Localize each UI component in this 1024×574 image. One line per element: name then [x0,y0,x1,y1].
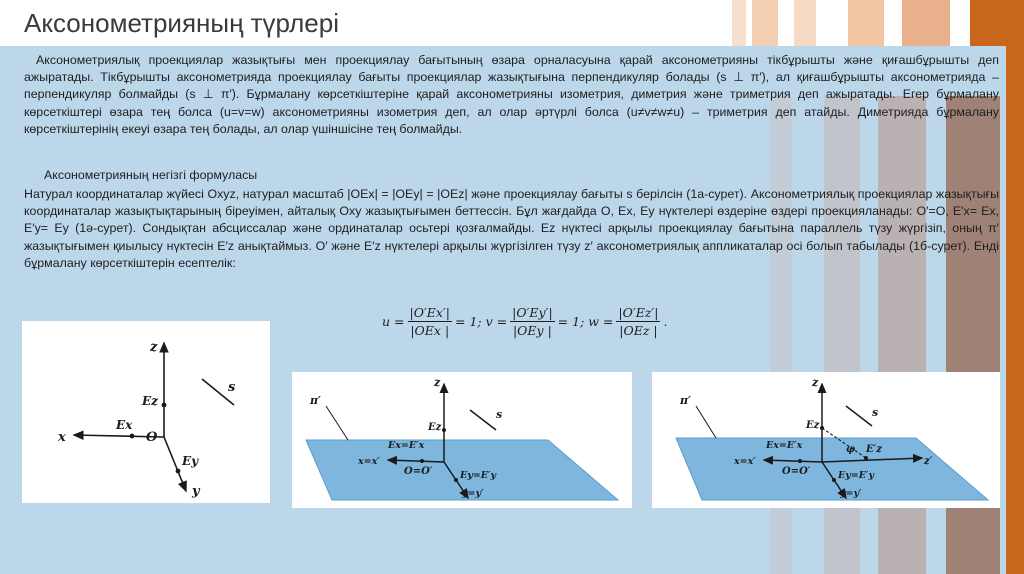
fraction-v [510,305,555,338]
point-ey [176,469,181,474]
label-ex: Ex [116,418,133,432]
formulas-paragraph: Натурал координаталар жүйесі Oxyz, натурал масштаб |OEx| = |OEy| = |OEz| және проекциялау бағыты s берілсін (1а-сурет). Аксонометриялық проекциялар жазықтығы координаталар жазықтықтарының біреуімен, айталық Oxy жазықтығымен беттессін. Бұл жағдайда O, Ex, Ey нүктелері өздеріне өздері проекцияланады: O′=O, E′x= Ex, E′y= Ey (1ә-сурет). Сондықтан абсциссалар және ординаталар осьтері қозғалмайды. Ez нүктесі арқылы проекциялау бағытына параллель түзу жүргізіп, оның π′ жазықтығымен қиылысу нүктесін E′z анықтаймыз. O′ және E′z нүктелері арқылы жүргізілген түзу z′ аксонометриялық аппликаталар осі болып табылады (1б-сурет). Енді бұрмалану көрсеткіштерін есептелік: [24,187,999,270]
label-x: x=x′ [358,456,380,467]
page-title: Аксонометрияның түрлері [24,8,339,38]
fraction-u-numerator: |O′Ex′| [409,305,451,320]
label-s: s [228,380,236,395]
fraction-u [408,305,453,338]
figure-1b-diagram [292,372,632,508]
label-s: s [872,406,879,419]
formula-separator: = 1; w = [557,314,614,329]
formula-separator: = 1; v = [455,314,508,329]
fraction-w-numerator: |O′Ez′| [618,305,659,320]
point-ez-prime [864,456,868,460]
label-z-prime: z′ [924,456,933,467]
label-x: x=x′ [734,456,756,467]
title-bar [0,0,1024,46]
label-s: s [496,408,503,421]
label-o: O=O′ [404,466,433,477]
intro-paragraph: Аксонометриялық проекциялар жазықтығы мен проекциялау бағытының өзара орналасуына қарай аксонометрияны тікбұрышты және қиғашбұрышты деп ажыратады. Тікбұрышты аксонометрияда проекциялау бағыты проекциялар жазықтығына перпендикуляр болады (s ⊥ π′), ал қиғашбұрышты аксонометрияда – перпендикуляр болмайды (s ⊥ π′). Бұрмалану көрсеткіштеріне қарай аксонометрияны изометрия, диметрия және триметрия деп ажыратады. Егер бұрмалану көрсеткіштері өзара тең болса (u=v=w) аксонометрияны изометрия деп, ал олар әртүрлі болса (u≠v≠w≠u) – триметрия деп атайды. Диметрияда бұрмалану көрсеткіштерінің екеуі өзара тең болады, ал олар үшіншісіне тең болмайды. [24,53,999,136]
figure-1c [652,372,1000,508]
label-y: y=y′ [840,488,862,499]
label-phi: φ [846,444,856,455]
label-x: x [58,430,66,445]
fraction-v-numerator: |O′Ey′| [512,305,553,320]
point-ey [832,478,836,482]
label-pi: π′ [310,394,321,407]
point-ez [442,428,446,432]
label-ey: Ey=E′y [460,470,496,481]
figure-1a-diagram [22,321,270,503]
projection-plane [676,438,988,500]
point-ex [798,459,802,463]
plane-leader [696,406,716,438]
figure-1c-diagram [652,372,1000,508]
label-z: z [812,376,819,389]
point-ey [454,478,458,482]
point-ex [420,459,424,463]
fraction-w [616,305,660,338]
plane-leader [326,406,348,440]
projection-direction-s [846,406,872,426]
label-z: z [434,376,441,389]
label-ex: Ex=E′x [766,440,803,451]
fraction-w-denominator: |OEz | [619,323,658,338]
label-z: z [150,340,158,355]
label-ez: Ez [142,394,158,408]
label-y: y [192,484,200,499]
figure-1a [22,321,270,503]
formula-end: . [663,314,668,329]
projection-direction-s [470,410,496,430]
label-ez: Ez [428,422,442,433]
point-ez [162,403,167,408]
label-ey: Ey [182,454,199,468]
label-y: y=y′ [462,488,484,499]
fraction-v-denominator: |OEy | [512,323,552,338]
section-subtitle: Аксонометрияның негізгі формуласы [44,168,258,182]
point-ex [130,434,135,439]
label-ey: Ey=E′y [838,470,874,481]
label-o: O [146,430,158,445]
label-ez: Ez [806,420,820,431]
label-ex: Ex=E′x [388,440,425,451]
figure-1b [292,372,632,508]
formula-u-label: u = [382,314,405,329]
point-ez [820,426,824,430]
label-pi: π′ [680,394,691,407]
fraction-u-denominator: |OEx | [410,323,450,338]
label-ez-prime: E′z [866,444,882,455]
label-o: O=O′ [782,466,811,477]
distortion-formula [382,305,667,338]
